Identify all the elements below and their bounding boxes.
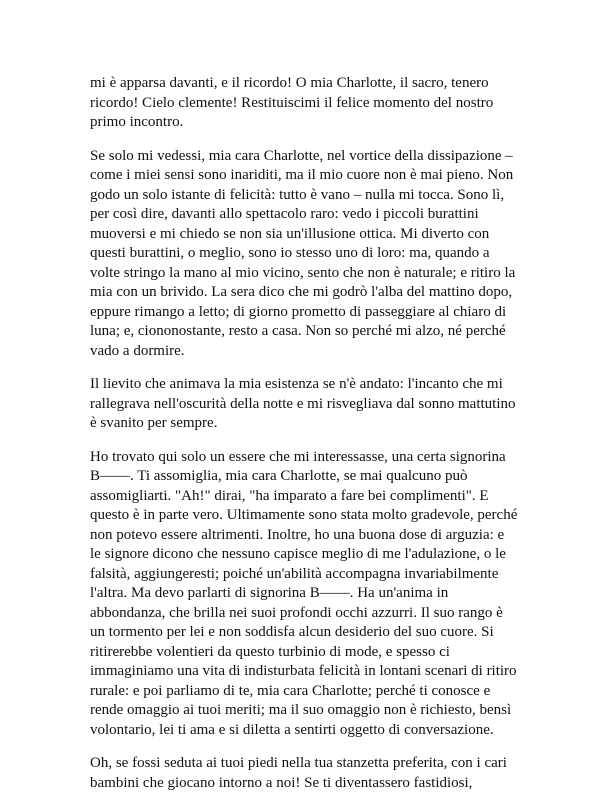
text-line: B——. Ti assomiglia, mia cara Charlotte, se mai qualcuno può xyxy=(90,468,468,484)
text-line: muoversi e mi chiedo se non sia un'illusione ottica. Mi diverto con xyxy=(90,225,490,242)
text-line: Se solo mi vedessi, mia cara Charlotte, nel vortice della dissipazione – xyxy=(90,147,513,164)
text-line: abbondanza, che brilla nei suoi profondi occhi azzurri. Il suo rango è xyxy=(90,604,503,621)
text-line: un tormento per lei e non soddisfa alcun desiderio del suo cuore. Si xyxy=(90,624,494,640)
text-line: eppure rimango a letto; di giorno prometto di passeggiare al chiaro di xyxy=(90,303,507,320)
text-line: rallegrava nell'oscurità della notte e mi risvegliava dal sonno mattutino xyxy=(90,395,516,412)
text-line: assomigliarti. "Ah!" dirai, "ha imparato a fare bei complimenti". E xyxy=(90,487,489,504)
text-line: mia con un brivido. La sera dico che mi godrò l'alba del mattino dopo, xyxy=(90,284,513,300)
text-line: come i miei sensi sono inariditi, ma il mio cuore non è mai pieno. Non xyxy=(90,167,514,183)
text-line: per così dire, davanti allo spettacolo raro: vedo i piccoli burattini xyxy=(90,206,479,222)
text-line: ricordo! Cielo clemente! Restituiscimi il felice momento del nostro xyxy=(90,94,494,111)
text-line: Il lievito che animava la mia esistenza se n'è andato: l'incanto che mi xyxy=(90,376,503,392)
paragraph-3 xyxy=(90,375,520,434)
text-line: bambini che giocano intorno a noi! Se ti diventassero fastidiosi, xyxy=(90,774,473,791)
text-line: è svanito per sempre. xyxy=(90,415,218,431)
text-line: Oh, se fossi seduta ai tuoi piedi nella tua stanzetta preferita, con i cari xyxy=(90,755,507,771)
text-line: falsità, aggiungeresti; poiché un'abilità accompagna invariabilmente xyxy=(90,565,499,582)
text-line: volontario, lei ti ama e si diletta a sentirti oggetto di conversazione. xyxy=(90,721,494,738)
paragraph-4 xyxy=(90,448,520,741)
text-line: Ho trovato qui solo un essere che mi interessasse, una certa signorina xyxy=(90,448,506,465)
text-line: rurale: e poi parliamo di te, mia cara Charlotte; perché ti conosce e xyxy=(90,682,491,699)
text-line: volte stringo la mano al mio vicino, sento che non è naturale; e ritiro la xyxy=(90,264,516,281)
paragraph-5 xyxy=(90,754,520,793)
text-line: godo un solo istante di felicità: tutto è vano – nulla mi tocca. Sono lì, xyxy=(90,186,505,203)
text-line: questo è in parte vero. Ultimamente sono stata molto gradevole, perché xyxy=(90,507,518,523)
text-line: le signore dicono che nessuno capisce meglio di me l'adulazione, o le xyxy=(90,546,506,562)
text-line: vado a dormire. xyxy=(90,342,185,359)
text-line: l'altra. Ma devo parlarti di signorina B——. Ha un'anima in xyxy=(90,585,449,601)
text-line: immaginiamo una vita di indisturbata felicità in lontani scenari di ritiro xyxy=(90,663,517,679)
text-line: questi burattini, o meglio, sono io stesso uno di loro: ma, quando a xyxy=(90,245,490,261)
text-line: mi è apparsa davanti, e il ricordo! O mia Charlotte, il sacro, tenero xyxy=(90,75,489,91)
text-line: primo incontro. xyxy=(90,114,184,130)
text-line: luna; e, ciononostante, resto a casa. Non so perché mi alzo, né perché xyxy=(90,323,506,339)
paragraph-1 xyxy=(90,74,520,133)
document-page xyxy=(90,74,520,807)
text-line: ritirerebbe volentieri da questo turbinio di mode, e spesso ci xyxy=(90,643,450,660)
text-line: non potevo essere altrimenti. Inoltre, ho una buona dose di arguzia: e xyxy=(90,526,505,543)
paragraph-2 xyxy=(90,147,520,362)
text-line: rende omaggio ai tuoi meriti; ma il suo omaggio non è richiesto, bensì xyxy=(90,702,512,718)
